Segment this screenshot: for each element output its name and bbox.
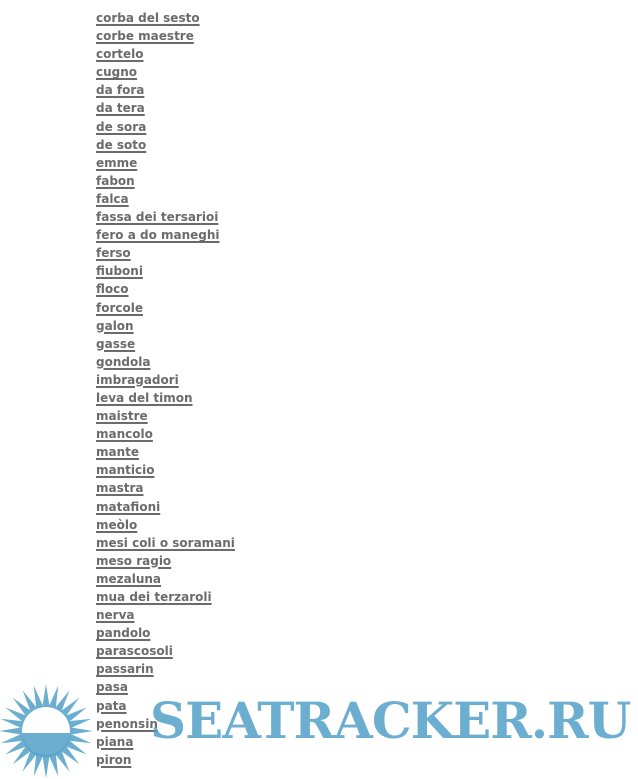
glossary-term-link[interactable]: de soto	[96, 137, 147, 152]
glossary-term-link[interactable]: mante	[96, 445, 140, 460]
glossary-item	[96, 642, 235, 660]
glossary-item	[96, 226, 235, 244]
watermark-text: SEATRACKER.RU	[150, 691, 631, 750]
glossary-term-link[interactable]: floco	[96, 282, 129, 297]
glossary-item	[96, 45, 235, 63]
glossary-term-link[interactable]: mastra	[96, 481, 144, 496]
glossary-item	[96, 588, 235, 606]
glossary-item	[96, 317, 235, 335]
glossary-term-link[interactable]: matafioni	[96, 499, 161, 514]
glossary-term-link[interactable]: forcole	[96, 300, 143, 315]
glossary-item	[96, 9, 235, 27]
glossary-item	[96, 570, 235, 588]
glossary-term-link[interactable]: mesi coli o soramani	[96, 535, 235, 550]
glossary-term-link[interactable]: meòlo	[96, 517, 138, 532]
glossary-item	[96, 516, 235, 534]
glossary-item	[96, 751, 235, 769]
glossary-term-link[interactable]: pata	[96, 698, 127, 713]
glossary-term-link[interactable]: passarin	[96, 662, 154, 677]
glossary-item	[96, 262, 235, 280]
glossary-term-link[interactable]: cugno	[96, 65, 138, 80]
glossary-item	[96, 335, 235, 353]
glossary-item	[96, 280, 235, 298]
glossary-term-link[interactable]: meso ragio	[96, 553, 172, 568]
glossary-item	[96, 27, 235, 45]
glossary-item	[96, 118, 235, 136]
glossary-item	[96, 81, 235, 99]
glossary-term-link[interactable]: pasa	[96, 680, 128, 695]
glossary-item	[96, 172, 235, 190]
glossary-item	[96, 715, 235, 733]
glossary-term-link[interactable]: gondola	[96, 354, 151, 369]
glossary-term-link[interactable]: manticio	[96, 463, 155, 478]
glossary-term-link[interactable]: maistre	[96, 409, 148, 424]
glossary-term-link[interactable]: corbe maestre	[96, 29, 194, 44]
glossary-term-link[interactable]: falca	[96, 191, 129, 206]
glossary-term-link[interactable]: parascosoli	[96, 644, 173, 659]
glossary-item	[96, 63, 235, 81]
sun-lower-half	[22, 733, 70, 757]
glossary-item	[96, 371, 235, 389]
glossary-term-link[interactable]: piana	[96, 734, 134, 749]
glossary-term-link[interactable]: da tera	[96, 101, 145, 116]
sun-disc	[22, 707, 70, 755]
glossary-term-link[interactable]: emme	[96, 155, 138, 170]
glossary-term-link[interactable]: cortelo	[96, 47, 144, 62]
glossary-item	[96, 660, 235, 678]
glossary-item	[96, 299, 235, 317]
glossary-item	[96, 154, 235, 172]
sun-icon	[0, 684, 96, 779]
glossary-term-link[interactable]: corba del sesto	[96, 11, 200, 25]
glossary-item	[96, 407, 235, 425]
glossary-item	[96, 136, 235, 154]
glossary-item	[96, 678, 235, 696]
glossary-item	[96, 733, 235, 751]
glossary-item	[96, 425, 235, 443]
glossary-term-link[interactable]: pandolo	[96, 626, 151, 641]
sun-rays	[0, 684, 93, 778]
glossary-term-link[interactable]: gasse	[96, 336, 136, 351]
glossary-term-link[interactable]: imbragadori	[96, 372, 179, 387]
glossary-term-link[interactable]: galon	[96, 318, 134, 333]
glossary-term-link[interactable]: leva del timon	[96, 390, 193, 405]
glossary-item	[96, 389, 235, 407]
glossary-item	[96, 479, 235, 497]
glossary-item	[96, 534, 235, 552]
glossary-term-link[interactable]: da fora	[96, 83, 145, 98]
glossary-term-link[interactable]: fero a do maneghi	[96, 228, 220, 243]
glossary-term-link[interactable]: nerva	[96, 608, 135, 623]
glossary-item	[96, 208, 235, 226]
glossary-term-link[interactable]: de sora	[96, 119, 147, 134]
glossary-term-link[interactable]: fabon	[96, 173, 135, 188]
glossary-term-link[interactable]: piron	[96, 752, 132, 767]
glossary-term-list	[96, 9, 235, 769]
glossary-term-link[interactable]: mezaluna	[96, 571, 162, 586]
glossary-item	[96, 624, 235, 642]
glossary-term-link[interactable]: penonsin	[96, 716, 158, 731]
glossary-item	[96, 552, 235, 570]
glossary-item	[96, 498, 235, 516]
glossary-term-link[interactable]: mua dei terzaroli	[96, 590, 212, 604]
glossary-item	[96, 697, 235, 715]
glossary-item	[96, 244, 235, 262]
glossary-item	[96, 353, 235, 371]
glossary-term-link[interactable]: mancolo	[96, 427, 153, 442]
glossary-item	[96, 99, 235, 117]
glossary-item	[96, 443, 235, 461]
glossary-item	[96, 606, 235, 624]
glossary-term-link[interactable]: fassa dei tersarioi	[96, 210, 219, 225]
glossary-item	[96, 190, 235, 208]
glossary-term-link[interactable]: ferso	[96, 246, 131, 261]
glossary-item	[96, 461, 235, 479]
glossary-term-link[interactable]: fiuboni	[96, 264, 143, 279]
